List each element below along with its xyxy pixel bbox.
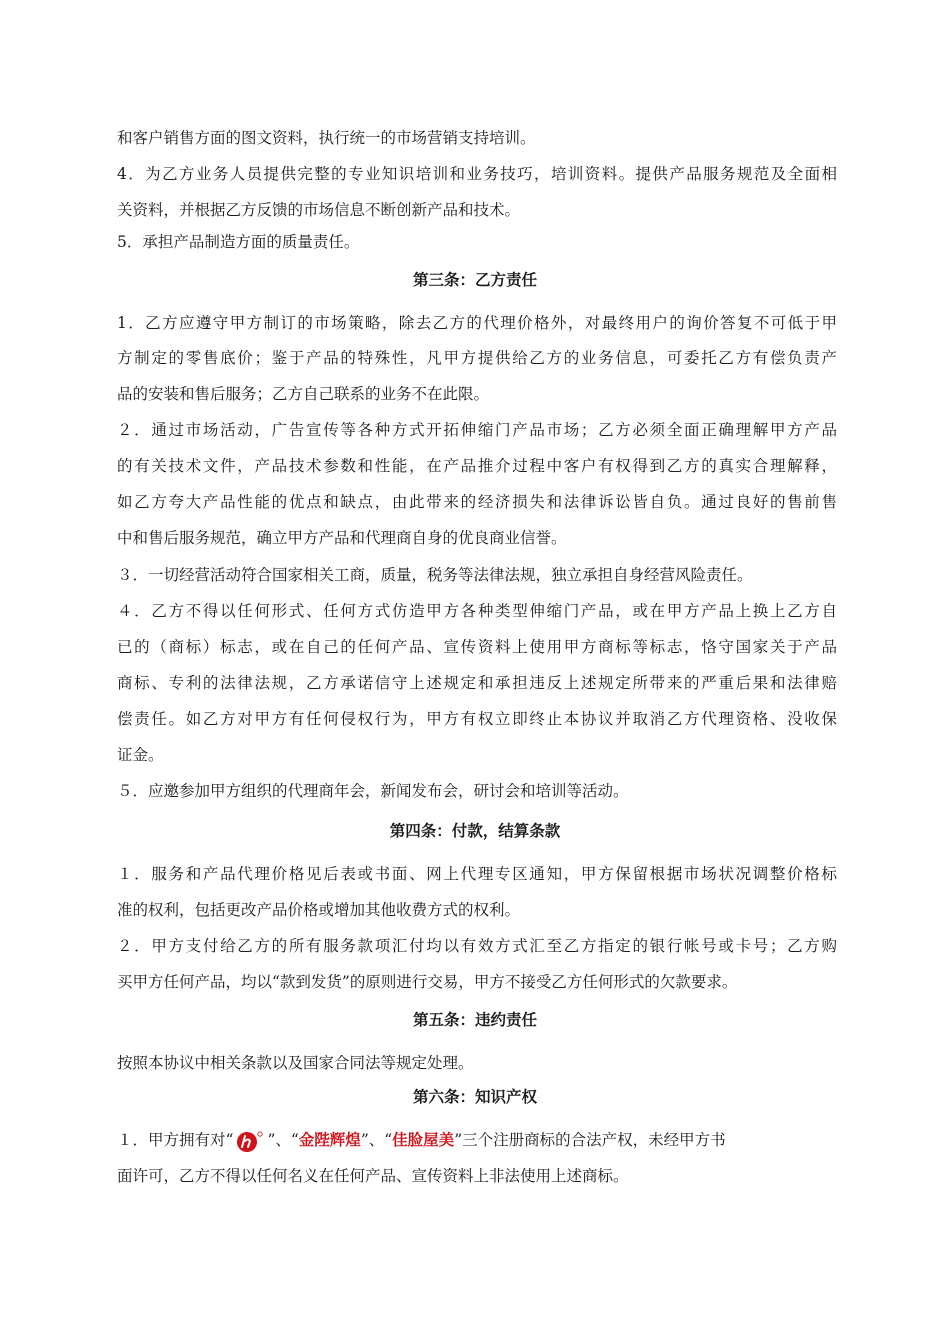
section-heading: 第六条：知识产权 — [412, 1088, 537, 1106]
paragraph-line: ４．乙方不得以任何形式、任何方式仿造甲方各种类型伸缩门产品，或在甲方产品上换上乙方自 — [117, 602, 837, 620]
paragraph-line: 面许可，乙方不得以任何名义在任何产品、宣传资料上非法使用上述商标。 — [117, 1167, 629, 1185]
paragraph-line: 和客户销售方面的图文资料，执行统一的市场营销支持培训。 — [117, 129, 536, 147]
ip-clause-mid: ”、“ — [360, 1131, 393, 1149]
paragraph-line: 中和售后服务规范，确立甲方产品和代理商自身的优良商业信誉。 — [117, 529, 567, 547]
trademark-logo-icon — [235, 1130, 265, 1152]
paragraph-line: 的有关技术文件，产品技术参数和性能，在产品推介过程中客户有权得到乙方的真实合理解释， — [117, 457, 837, 475]
paragraph-line: 品的安装和售后服务；乙方自己联系的业务不在此限。 — [117, 385, 490, 403]
paragraph-line: ２．通过市场活动，广告宣传等各种方式开拓伸缩门产品市场；乙方必须全面正确理解甲方产品 — [117, 421, 837, 439]
paragraph-line: 4．为乙方业务人员提供完整的专业知识培训和业务技巧，培训资料。提供产品服务规范及全面相 — [117, 165, 837, 183]
section-heading: 第三条：乙方责任 — [412, 271, 537, 289]
section-heading: 第四条：付款，结算条款 — [389, 822, 561, 840]
ip-clause-suffix: ”三个注册商标的合法产权，未经甲方书 — [454, 1131, 726, 1149]
paragraph-line: 已的（商标）标志，或在自己的任何产品、宣传资料上使用甲方商标等标志，恪守国家关于产品 — [117, 638, 837, 656]
paragraph-line: 1．乙方应遵守甲方制订的市场策略，除去乙方的代理价格外，对最终用户的询价答复不可低于甲 — [117, 314, 837, 332]
paragraph-line: 按照本协议中相关条款以及国家合同法等规定处理。 — [117, 1054, 474, 1072]
paragraph-line: 商标、专利的法律法规，乙方承诺信守上述规定和承担违反上述规定所带来的严重后果和法律赔 — [117, 674, 837, 692]
paragraph-line: 买甲方任何产品，均以“款到发货”的原则进行交易，甲方不接受乙方任何形式的欠款要求。 — [117, 973, 738, 991]
ip-clause-after-logo: ”、“ — [267, 1131, 299, 1149]
ip-clause-prefix: １．甲方拥有对“ — [117, 1131, 234, 1149]
paragraph-line: ２．甲方支付给乙方的所有服务款项汇付均以有效方式汇至乙方指定的银行帐号或卡号；乙方购 — [117, 937, 837, 955]
paragraph-line: ５．应邀参加甲方组织的代理商年会，新闻发布会，研讨会和培训等活动。 — [117, 782, 629, 800]
brand-name-1: 金陛辉煌 — [298, 1131, 361, 1149]
paragraph-line: １．服务和产品代理价格见后表或书面、网上代理专区通知，甲方保留根据市场状况调整价格标 — [117, 865, 837, 883]
paragraph-line: 准的权利，包括更改产品价格或增加其他收费方式的权利。 — [117, 901, 521, 919]
section-heading: 第五条：违约责任 — [412, 1011, 537, 1029]
paragraph-line: 如乙方夸大产品性能的优点和缺点，由此带来的经济损失和法律诉讼皆自负。通过良好的售前售 — [117, 493, 837, 511]
paragraph-line: 5．承担产品制造方面的质量责任。 — [117, 233, 360, 251]
paragraph-line: ３．一切经营活动符合国家相关工商，质量，税务等法律法规，独立承担自身经营风险责任。 — [117, 566, 753, 584]
paragraph-line: 关资料，并根据乙方反馈的市场信息不断创新产品和技术。 — [117, 201, 521, 219]
paragraph-line: 偿责任。如乙方对甲方有任何侵权行为，甲方有权立即终止本协议并取消乙方代理资格、没收保 — [117, 710, 837, 728]
paragraph-line: 证金。 — [117, 746, 164, 764]
paragraph-line: 方制定的零售底价；鉴于产品的特殊性，凡甲方提供给乙方的业务信息，可委托乙方有偿负责产 — [117, 349, 837, 367]
brand-name-2: 佳脸屋美 — [392, 1131, 455, 1149]
ip-clause-line — [117, 1130, 837, 1152]
